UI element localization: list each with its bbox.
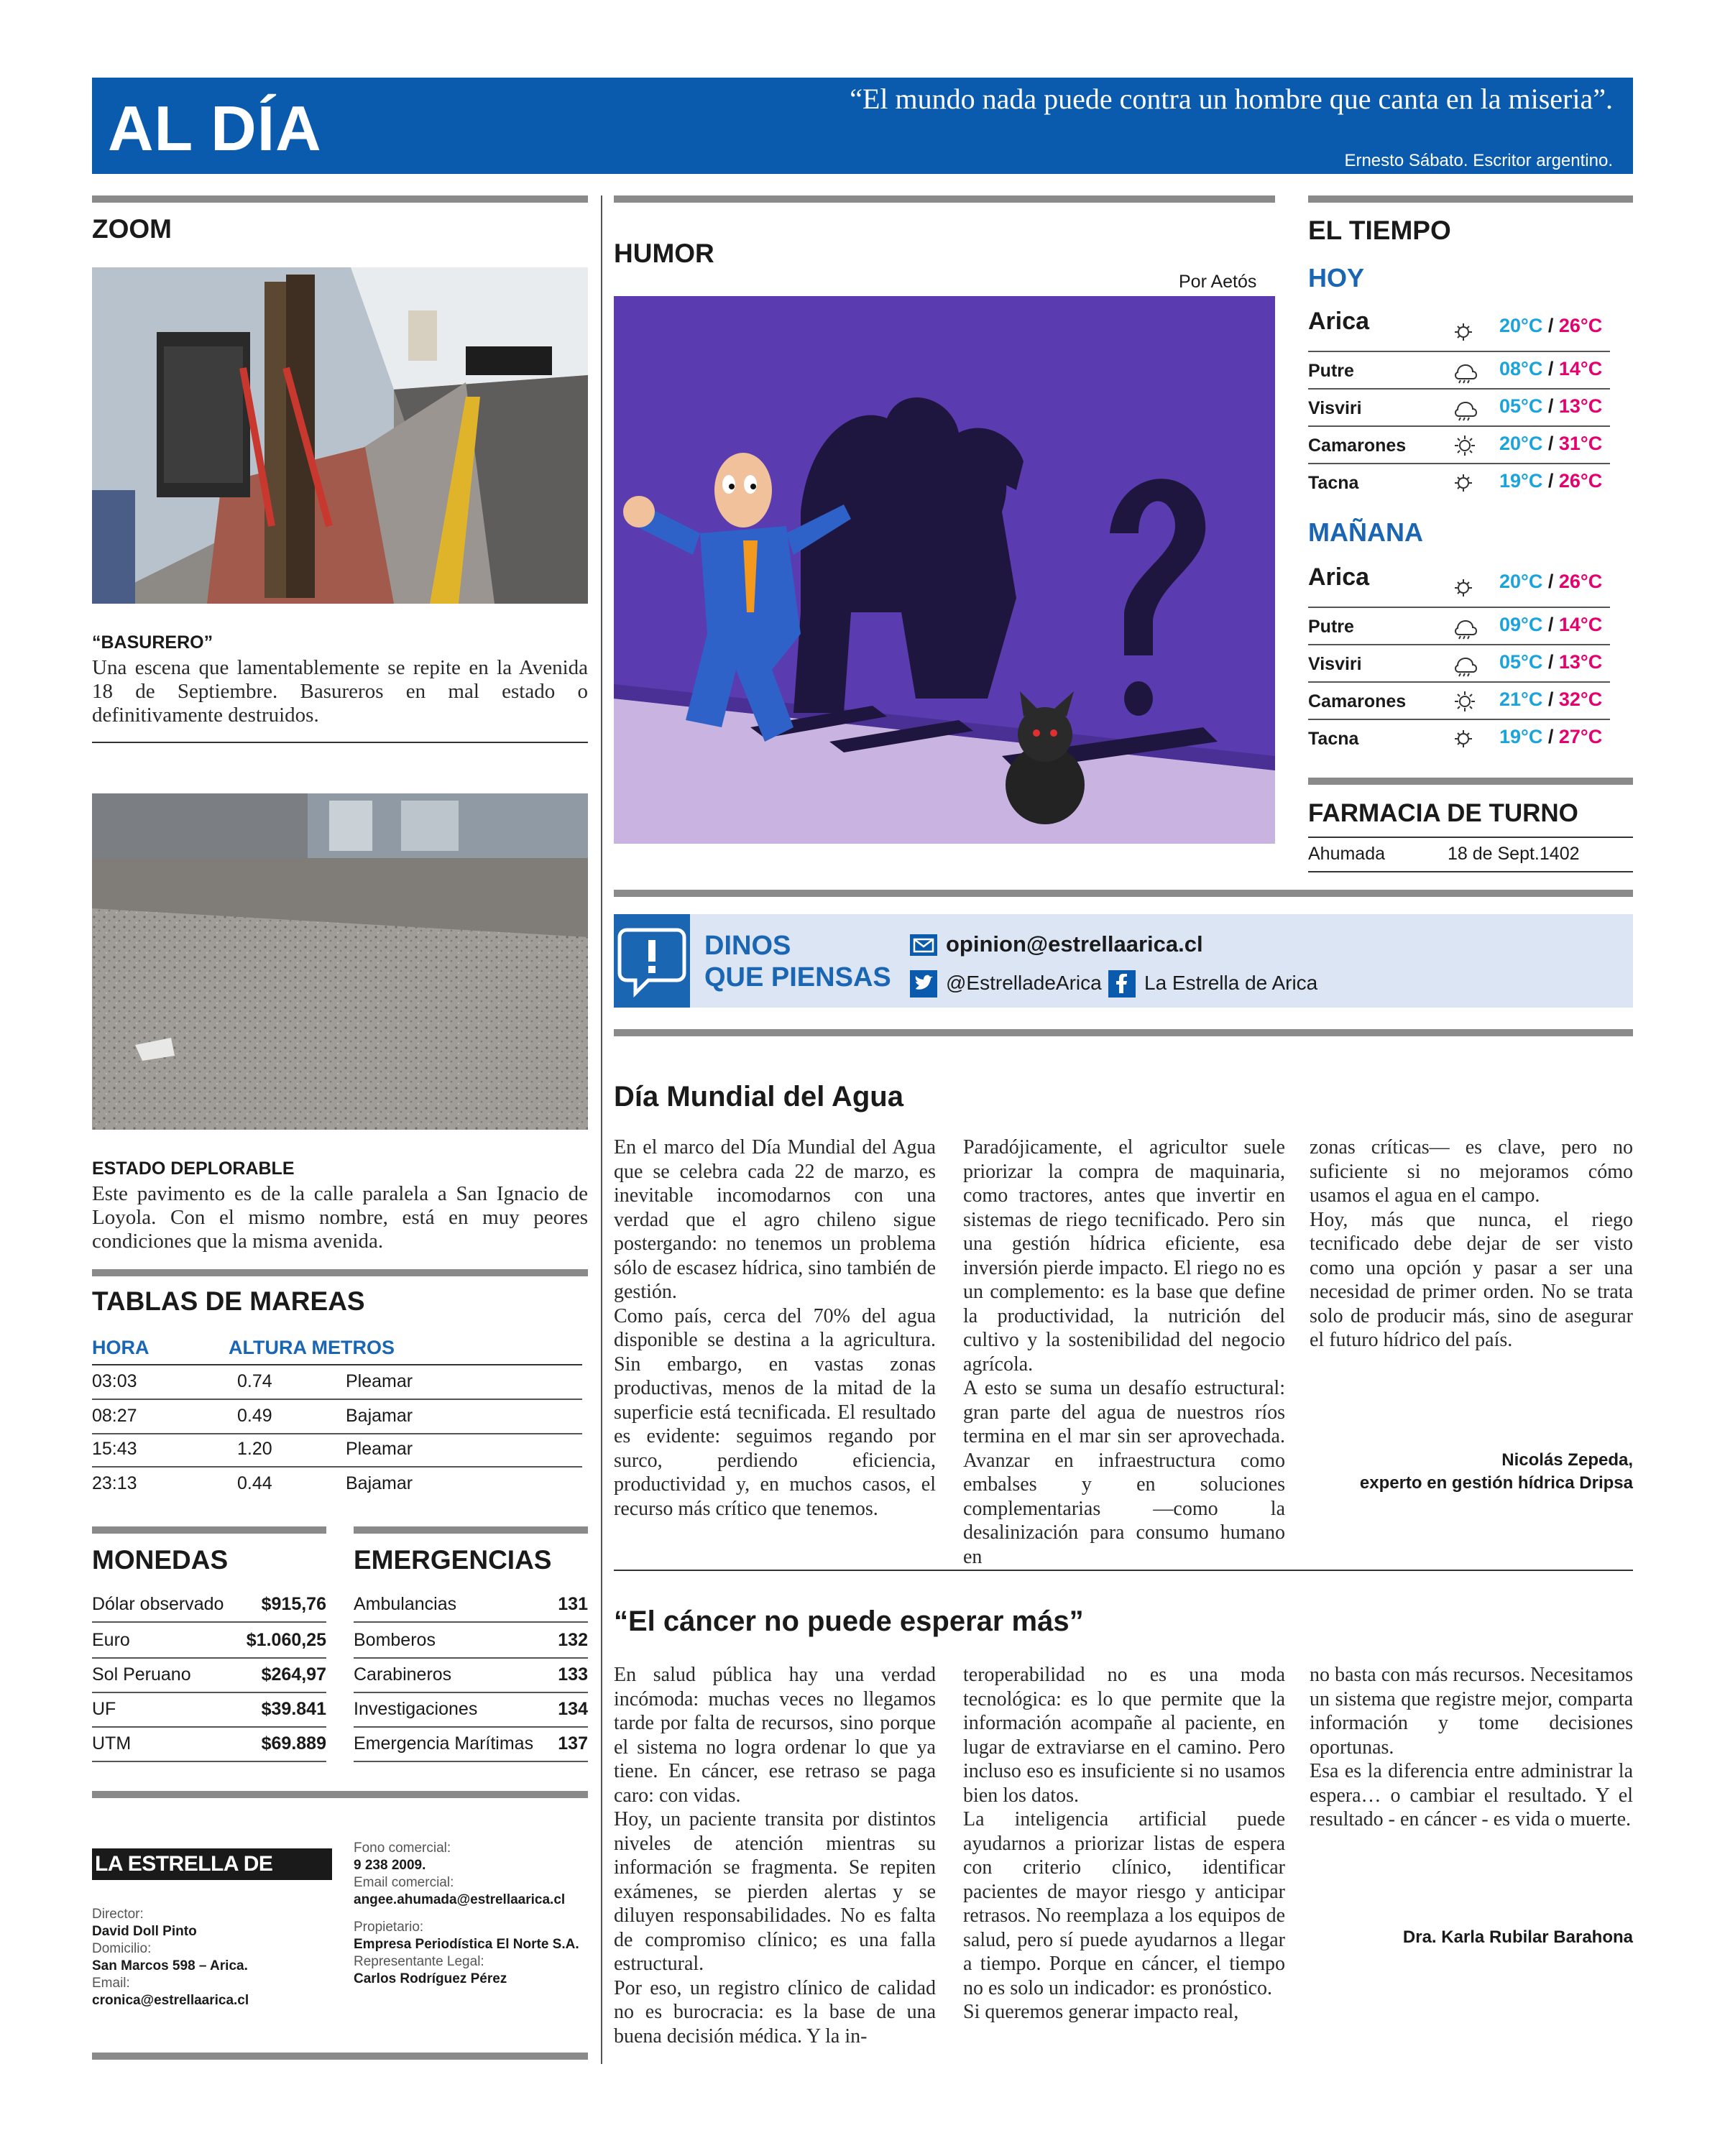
dinos-line1: DINOS xyxy=(704,931,791,961)
divider xyxy=(614,195,1275,203)
section-header xyxy=(92,78,1633,174)
temp-min: 20°C xyxy=(1499,571,1543,592)
temp-max: 14°C xyxy=(1558,614,1603,635)
city: Tacna xyxy=(1308,729,1359,749)
currency-value: $915,76 xyxy=(261,1594,326,1614)
temp-max: 26°C xyxy=(1558,571,1603,592)
divider xyxy=(92,2053,588,2060)
alert-badge xyxy=(614,914,690,1008)
temp-min: 05°C xyxy=(1499,395,1543,417)
humor-cartoon xyxy=(614,296,1275,844)
article1-col3: zonas críticas— es clave, pero no suficiente si no mejoramos cómo usamos el agua en el campo. Hoy, más que nunca, el riego tecnificado debe dejar de ser visto como una opción y pasar a ser una necesidad de primer orden. No se trata solo de producir más, sino de asegurar el futuro hídrico del país. xyxy=(1310,1136,1633,1351)
weather-tomorrow-label: MAÑANA xyxy=(1308,517,1423,547)
masthead-left xyxy=(92,1906,336,2009)
table-row xyxy=(354,1728,588,1762)
article2-col3: no basta con más recursos. Necesitamos un sistema que registre mejor, comparta información y tome decisiones oportunas. Esa es la diferencia entre administrar la espera… o cambiar el resultado. Y el resultado - en cáncer - es vida o muerte. xyxy=(1310,1664,1633,1830)
table-row xyxy=(354,1588,588,1623)
contact-banner xyxy=(614,914,1633,1008)
temp-min: 20°C xyxy=(1499,433,1543,454)
service-number: 134 xyxy=(558,1699,588,1719)
temp-min: 09°C xyxy=(1499,614,1543,635)
temp-min: 08°C xyxy=(1499,358,1543,379)
domicilio-label: Domicilio: xyxy=(92,1941,152,1956)
exclamation-icon xyxy=(614,914,690,1008)
col-hora: HORA xyxy=(92,1337,150,1358)
article2-col1: En salud pública hay una verdad incómoda: muchas veces no llegamos tarde por falta de recursos, sino porque el sistema no logra ordenar lo que ya tiene. En cáncer, ese retraso se paga caro: con vidas. Hoy, un paciente transita por distintos niveles de atención mientras su información se fragmenta. Se repiten exámenes, se pierden alertas y se diluyen responsabilidades. No es falta de compromiso clínico; es una falla estructural. Por eso, un registro clínico de calidad no es burocracia: es la base de una buena decisión médica. Y la in- xyxy=(614,1664,936,2047)
weather-today-label: HOY xyxy=(1308,263,1365,292)
facebook-icon xyxy=(1108,970,1136,998)
city: Arica xyxy=(1308,308,1370,335)
sun-rain-icon xyxy=(1452,614,1478,640)
fono: 9 238 2009. xyxy=(354,1858,426,1873)
weather-row xyxy=(1308,608,1610,645)
temp-min: 21°C xyxy=(1499,688,1543,710)
humor-title: HUMOR xyxy=(614,239,714,268)
article1-author-role: experto en gestión hídrica Dripsa xyxy=(1359,1473,1633,1493)
divider xyxy=(92,1791,588,1798)
city: Camarones xyxy=(1308,436,1407,456)
sun-rain-icon xyxy=(1452,358,1478,384)
director-label: Director: xyxy=(92,1907,144,1922)
emergencias-table xyxy=(354,1588,588,1768)
farmacia-name: Ahumada xyxy=(1308,844,1386,864)
section-title: AL DÍA xyxy=(108,93,322,164)
email-label: Email: xyxy=(92,1976,130,1991)
zoom-photo-pavimento xyxy=(92,793,588,1130)
zoom-title: ZOOM xyxy=(92,214,172,244)
weather-row xyxy=(1308,427,1610,464)
table-row xyxy=(92,1468,582,1501)
service-name: Emergencia Marítimas xyxy=(354,1733,534,1754)
tide-type: Bajamar xyxy=(346,1406,413,1426)
temp-min: 19°C xyxy=(1499,726,1543,747)
tide-time: 03:03 xyxy=(92,1371,137,1391)
divider xyxy=(92,1269,588,1276)
table-row xyxy=(92,1728,326,1762)
temp-max: 27°C xyxy=(1558,726,1603,747)
city: Visviri xyxy=(1308,654,1362,674)
temp-max: 14°C xyxy=(1558,358,1603,379)
temp-separator: / xyxy=(1547,358,1554,379)
weather-tomorrow xyxy=(1308,561,1610,755)
temp-max: 26°C xyxy=(1558,470,1603,492)
masthead-right xyxy=(354,1840,588,1988)
temp-max: 26°C xyxy=(1558,315,1603,336)
col-altura: ALTURA METROS xyxy=(229,1337,395,1358)
table-row xyxy=(92,1693,326,1728)
sun-icon xyxy=(1452,433,1478,459)
tides-header-row xyxy=(92,1331,582,1365)
temp-separator: / xyxy=(1547,470,1554,492)
emergencias-title: EMERGENCIAS xyxy=(354,1545,552,1575)
weather-today xyxy=(1308,305,1610,499)
service-number: 131 xyxy=(558,1594,588,1614)
weather-row xyxy=(1308,683,1610,720)
tide-time: 08:27 xyxy=(92,1406,137,1426)
temp-max: 32°C xyxy=(1558,688,1603,710)
currency-name: Euro xyxy=(92,1630,130,1650)
city: Putre xyxy=(1308,617,1354,637)
rep: Carlos Rodríguez Pérez xyxy=(354,1971,507,1986)
service-name: Bomberos xyxy=(354,1630,436,1650)
email-com-label: Email comercial: xyxy=(354,1875,454,1890)
tide-height: 1.20 xyxy=(237,1439,272,1459)
farmacia-title: FARMACIA DE TURNO xyxy=(1308,799,1578,827)
table-row xyxy=(92,1400,582,1434)
monedas-title: MONEDAS xyxy=(92,1545,229,1575)
email-link[interactable]: cronica@estrellaarica.cl xyxy=(92,1993,249,2008)
email-com-link[interactable]: angee.ahumada@estrellaarica.cl xyxy=(354,1892,566,1907)
tide-type: Pleamar xyxy=(346,1371,413,1391)
tide-time: 23:13 xyxy=(92,1473,137,1493)
humor-byline: Por Aetós xyxy=(1179,272,1257,292)
article1-col1: En el marco del Día Mundial del Agua que se celebra cada 22 de marzo, es inevitable incomodarnos con una verdad que el agro chileno sigue postergando: no tenemos un problema sólo de escasez hídrica, sino también de gestión. Como país, cerca del 70% del agua disponible se destina a la agricultura. Sin embargo, en vastas zonas productivas, menos de la mitad de la superficie está tecnificada. El resultado es evidente: seguimos regando por surco, perdiendo eficiencia, productividad y, en muchos casos, el recurso más crítico que tenemos. xyxy=(614,1136,936,1520)
photo1-caption: Una escena que lamentablemente se repite en la Avenida 18 de Septiembre. Basureros en mal estado o definitivamente destruidos. xyxy=(92,656,588,727)
divider xyxy=(92,195,588,203)
quote-author: Ernesto Sábato. Escritor argentino. xyxy=(1344,151,1613,170)
divider xyxy=(614,1029,1633,1036)
rep-label: Representante Legal: xyxy=(354,1954,484,1969)
article1-author-block xyxy=(1310,1449,1633,1495)
divider xyxy=(92,1526,326,1534)
temp-max: 31°C xyxy=(1558,433,1603,454)
service-number: 133 xyxy=(558,1664,588,1685)
photo2-caption: Este pavimento es de la calle paralela a San Ignacio de Loyola. Con el mismo nombre, está en muy peores condiciones que la misma avenida. xyxy=(92,1182,588,1253)
tide-height: 0.49 xyxy=(237,1406,272,1426)
service-name: Carabineros xyxy=(354,1664,452,1685)
temp-min: 05°C xyxy=(1499,651,1543,673)
divider xyxy=(1308,195,1633,203)
weather-row xyxy=(1308,645,1610,683)
propietario-label: Propietario: xyxy=(354,1920,424,1935)
sun-rain-icon xyxy=(1452,651,1478,677)
temp-min: 19°C xyxy=(1499,470,1543,492)
service-name: Ambulancias xyxy=(354,1594,457,1614)
service-number: 137 xyxy=(558,1733,588,1754)
currency-name: Dólar observado xyxy=(92,1594,224,1614)
zoom-photo-basurero xyxy=(92,267,588,604)
mail-icon xyxy=(910,934,937,956)
table-row xyxy=(354,1659,588,1693)
temp-min: 20°C xyxy=(1499,315,1543,336)
weather-title: EL TIEMPO xyxy=(1308,216,1451,245)
tides-table xyxy=(92,1331,582,1493)
table-row xyxy=(354,1693,588,1728)
currency-name: Sol Peruano xyxy=(92,1664,191,1685)
facebook-link[interactable]: La Estrella de Arica xyxy=(1144,972,1318,994)
city: Camarones xyxy=(1308,691,1407,711)
header-quote: “El mundo nada puede contra un hombre que canta en la miseria”. xyxy=(850,83,1613,115)
dinos-line2: QUE PIENSAS xyxy=(704,962,891,992)
column-divider xyxy=(601,195,602,2064)
currency-name: UF xyxy=(92,1699,116,1719)
weather-row xyxy=(1308,390,1610,427)
dinos-title xyxy=(704,930,891,993)
opinion-email-link[interactable]: opinion@estrellaarica.cl xyxy=(946,931,1203,957)
service-name: Investigaciones xyxy=(354,1699,478,1719)
twitter-link[interactable]: @EstrelladeArica xyxy=(946,972,1102,994)
city: Visviri xyxy=(1308,398,1362,418)
article2-col2: teroperabilidad no es una moda tecnológica: es lo que permite que la información acompañe al paciente, en lugar de extraviarse en el camino. Pero incluso eso es insuficiente si no usamos bien los datos. La inteligencia artificial puede ayudarnos a priorizar listas de espera con criterio clínico, identificar pacientes de mayor riesgo y anticipar retrasos. No reemplaza a los equipos de salud, pero sí puede ayudarnos a llegar a tiempo. Porque en cáncer, el tiempo no es solo un indicador: es pronóstico. Si queremos generar impacto real, xyxy=(963,1664,1285,2023)
article2-author: Dra. Karla Rubilar Barahona xyxy=(1402,1927,1633,1947)
service-number: 132 xyxy=(558,1630,588,1650)
weather-row xyxy=(1308,720,1610,756)
weather-row xyxy=(1308,464,1610,500)
temp-separator: / xyxy=(1547,571,1554,592)
temp-separator: / xyxy=(1547,315,1554,336)
article1-col2: Paradójicamente, el agricultor suele priorizar la compra de maquinaria, como tractores, antes que invertir en sistemas de riego tecnificado. Pero sin una gestión hídrica eficiente, esa inversión pierde impacto. El riego no es un complemento: es la base que define la productividad, la nutrición del cultivo y la sostenibilidad del negocio agrícola. A esto se suma un desafío estructural: gran parte del agua de nuestros ríos termina en el mar sin ser aprovechada. Avanzar en infraestructura como embalses y en soluciones complementarias —como la desalinización para consumo humano en xyxy=(963,1136,1285,1568)
temp-separator: / xyxy=(1547,433,1554,454)
currency-value: $69.889 xyxy=(261,1733,326,1754)
divider xyxy=(1308,837,1633,838)
divider xyxy=(354,1526,588,1534)
weather-row xyxy=(1308,561,1610,608)
article1-author: Nicolás Zepeda, xyxy=(1501,1450,1633,1470)
tide-type: Pleamar xyxy=(346,1439,413,1459)
partly-sunny-icon xyxy=(1452,470,1478,496)
tide-height: 0.44 xyxy=(237,1473,272,1493)
table-row xyxy=(92,1433,582,1468)
temp-separator: / xyxy=(1547,395,1554,417)
monedas-table xyxy=(92,1588,326,1768)
divider xyxy=(1308,871,1633,872)
propietario: Empresa Periodística El Norte S.A. xyxy=(354,1937,579,1952)
temp-max: 13°C xyxy=(1558,395,1603,417)
tide-type: Bajamar xyxy=(346,1473,413,1493)
article2-title: “El cáncer no puede esperar más” xyxy=(614,1606,1084,1637)
city: Arica xyxy=(1308,563,1370,591)
city: Putre xyxy=(1308,361,1354,381)
partly-sunny-icon xyxy=(1452,726,1478,752)
temp-separator: / xyxy=(1547,651,1554,673)
sun-icon xyxy=(1452,688,1478,714)
city: Tacna xyxy=(1308,473,1359,493)
domicilio: San Marcos 598 – Arica. xyxy=(92,1958,248,1973)
currency-value: $264,97 xyxy=(261,1664,326,1685)
currency-value: $1.060,25 xyxy=(246,1630,326,1650)
divider xyxy=(92,742,588,743)
table-row xyxy=(92,1659,326,1693)
weather-row xyxy=(1308,352,1610,390)
partly-sunny-icon xyxy=(1452,319,1478,345)
table-row xyxy=(92,1588,326,1623)
fono-label: Fono comercial: xyxy=(354,1841,451,1856)
sun-rain-icon xyxy=(1452,395,1478,421)
table-row xyxy=(354,1624,588,1659)
photo2-title: ESTADO DEPLORABLE xyxy=(92,1158,295,1179)
currency-name: UTM xyxy=(92,1733,132,1754)
director: David Doll Pinto xyxy=(92,1924,197,1939)
tide-time: 15:43 xyxy=(92,1439,137,1459)
newspaper-logo: LA ESTRELLA DE ARICA xyxy=(92,1848,332,1880)
divider xyxy=(614,1570,1633,1571)
currency-value: $39.841 xyxy=(261,1699,326,1719)
temp-max: 13°C xyxy=(1558,651,1603,673)
divider xyxy=(1308,778,1633,785)
partly-sunny-icon xyxy=(1452,575,1478,601)
table-row xyxy=(92,1624,326,1659)
photo1-title: “BASURERO” xyxy=(92,632,213,653)
weather-row xyxy=(1308,305,1610,352)
table-row xyxy=(92,1365,582,1400)
farmacia-address: 18 de Sept.1402 xyxy=(1448,844,1580,864)
temp-separator: / xyxy=(1547,688,1554,710)
temp-separator: / xyxy=(1547,614,1554,635)
twitter-icon xyxy=(910,970,937,998)
tides-title: TABLAS DE MAREAS xyxy=(92,1286,365,1316)
tide-height: 0.74 xyxy=(237,1371,272,1391)
divider xyxy=(614,890,1633,897)
temp-separator: / xyxy=(1547,726,1554,747)
article1-title: Día Mundial del Agua xyxy=(614,1081,903,1112)
